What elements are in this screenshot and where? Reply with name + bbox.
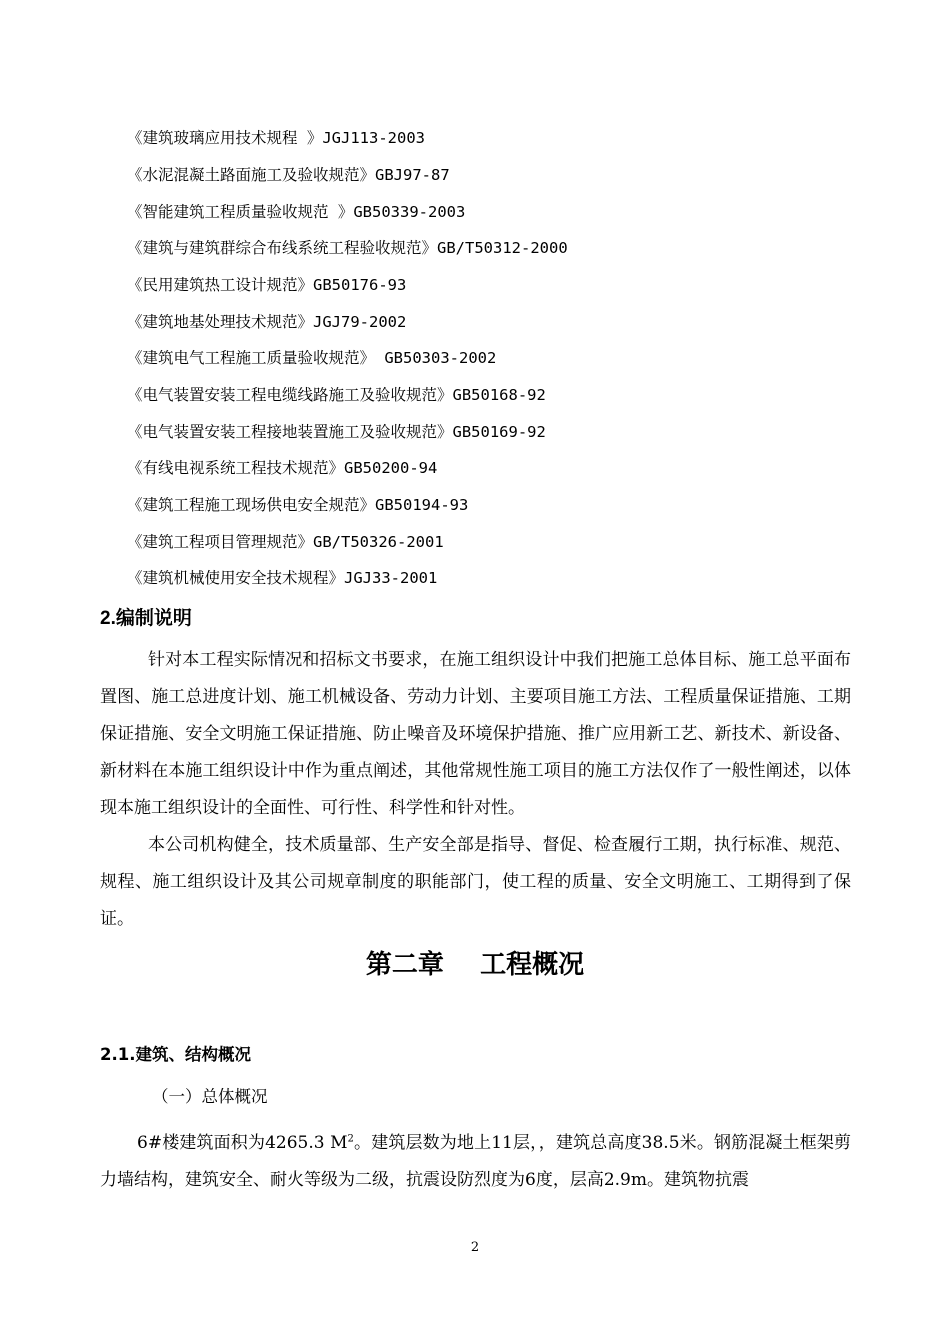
standard-item: 《建筑电气工程施工质量验收规范》 GB50303-2002 bbox=[127, 349, 497, 367]
standard-item: 《建筑工程项目管理规范》GB/T50326-2001 bbox=[127, 533, 444, 551]
section-heading-compilation-notes: 2.编制说明 bbox=[100, 608, 192, 629]
standard-item: 《水泥混凝土路面施工及验收规范》GBJ97-87 bbox=[127, 166, 450, 184]
standard-item: 《建筑地基处理技术规范》JGJ79-2002 bbox=[127, 313, 407, 331]
compilation-paragraph-2: 本公司机构健全，技术质量部、生产安全部是指导、督促、检查履行工期，执行标准、规范、规程、施工组织设计及其公司规章制度的职能部门，使工程的质量、安全文明施工、工期得到了保证。 bbox=[100, 835, 851, 929]
standard-item: 《建筑与建筑群综合布线系统工程验收规范》GB/T50312-2000 bbox=[127, 239, 568, 257]
standard-item: 《民用建筑热工设计规范》GB50176-93 bbox=[127, 276, 407, 294]
overview-text-part-2: 。建筑层数为地上11层，，建筑总高度38.5米。钢筋混凝土框架剪力墙结构，建筑安全、耐火等级为二级，抗震设防烈度为6度，层高2.9m。建筑物抗震 bbox=[100, 1133, 851, 1190]
standard-item: 《智能建筑工程质量验收规范 》GB50339-2003 bbox=[127, 203, 466, 221]
standard-item: 《建筑工程施工现场供电安全规范》GB50194-93 bbox=[127, 496, 469, 514]
area-superscript: 2 bbox=[347, 1133, 354, 1145]
standard-item: 《建筑玻璃应用技术规程 》JGJ113-2003 bbox=[127, 129, 425, 147]
standard-item: 《建筑机械使用安全技术规程》JGJ33-2001 bbox=[127, 569, 438, 587]
standard-item: 《有线电视系统工程技术规范》GB50200-94 bbox=[127, 459, 438, 477]
standard-item: 《电气装置安装工程接地装置施工及验收规范》GB50169-92 bbox=[127, 423, 546, 441]
chapter-title: 第二章 工程概况 bbox=[365, 950, 585, 980]
section-heading-building-structure: 2.1.建筑、结构概况 bbox=[100, 1045, 251, 1064]
subheading-general-overview: （一）总体概况 bbox=[152, 1087, 268, 1106]
compilation-paragraph-1: 针对本工程实际情况和招标文书要求，在施工组织设计中我们把施工总体目标、施工总平面布置图、施工总进度计划、施工机械设备、劳动力计划、主要项目施工方法、工程质量保证措施、工期保证措施、安全文明施工保证措施、防止噪音及环境保护措施、推广应用新工艺、新技术、新设备、新材料在本施工组织设计中作为重点阐述，其他常规性施工项目的施工方法仅作了一般性阐述，以体现本施工组织设计的全面性、可行性、科学性和针对性。 bbox=[100, 650, 851, 818]
page-number: 2 bbox=[470, 1240, 480, 1255]
overview-paragraph bbox=[100, 1125, 851, 1199]
standard-item: 《电气装置安装工程电缆线路施工及验收规范》GB50168-92 bbox=[127, 386, 546, 404]
overview-text-part-1: 6#楼建筑面积为4265.3 M bbox=[137, 1133, 348, 1153]
